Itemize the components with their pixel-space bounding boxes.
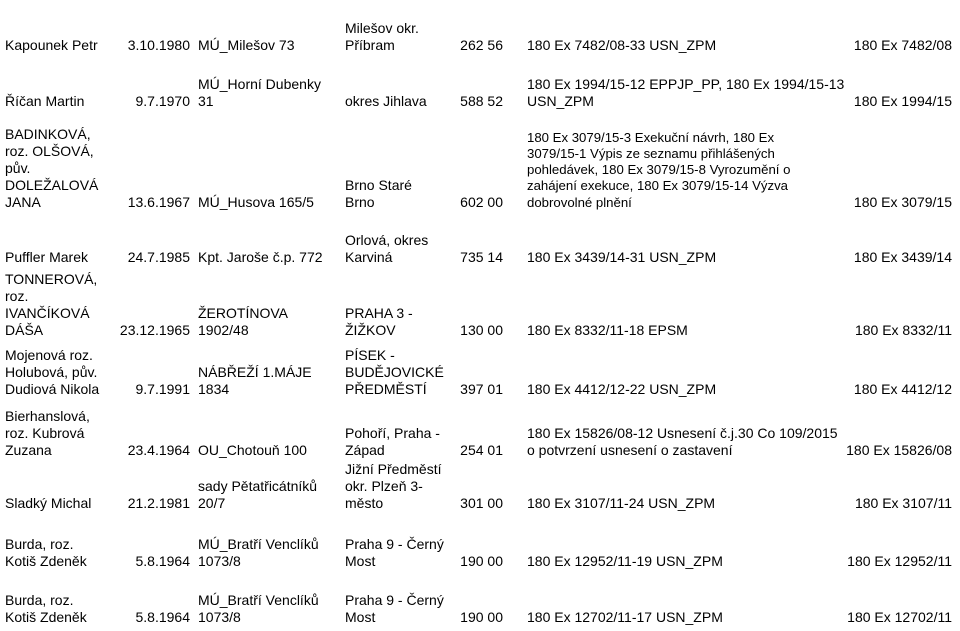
cell-city: okres Jihlava (345, 93, 427, 109)
cell-ref: 180 Ex 3439/14-31 USN_ZPM (527, 249, 717, 265)
cell-addr: Kpt. Jaroše č.p. 772 (198, 249, 323, 265)
cell-name: Puffler Marek (5, 249, 88, 265)
cell-case: 180 Ex 15826/08 (846, 442, 952, 458)
cell-ref: 180 Ex 3107/11-24 USN_ZPM (527, 495, 716, 511)
table-row (0, 119, 960, 213)
cell-zip: 254 01 (460, 442, 503, 458)
table-row (0, 218, 960, 268)
cell-ref: 180 Ex 12702/11-17 USN_ZPM (527, 609, 723, 625)
cell-name: Burda, roz. Kotiš Zdeněk (5, 536, 87, 569)
cell-date: 23.12.1965 (119, 322, 190, 338)
cell-ref: 180 Ex 1994/15-12 EPPJP_PP, 180 Ex 1994/15-13 USN_ZPM (527, 76, 845, 109)
cell-name: Říčan Martin (5, 93, 85, 109)
cell-date: 5.8.1964 (135, 553, 190, 569)
table-row (0, 584, 960, 628)
cell-case: 180 Ex 8332/11 (854, 322, 952, 338)
cell-city: PÍSEK - BUDĚJOVICKÉ PŘEDMĚSTÍ (345, 347, 444, 397)
cell-zip: 301 00 (460, 495, 503, 511)
cell-city: Praha 9 - Černý Most (345, 592, 444, 625)
cell-zip: 735 14 (460, 249, 503, 265)
cell-case: 180 Ex 12952/11 (847, 553, 952, 569)
cell-ref: 180 Ex 7482/08-33 USN_ZPM (527, 37, 717, 53)
cell-zip: 602 00 (460, 194, 503, 210)
cell-city: Milešov okr. Příbram (345, 20, 419, 53)
cell-zip: 397 01 (460, 381, 503, 397)
cell-city: Brno Staré Brno (345, 177, 412, 210)
cell-case: 180 Ex 3439/14 (853, 249, 952, 265)
cell-addr: sady Pětatřicátníků 20/7 (198, 478, 318, 511)
cell-addr: NÁBŘEŽÍ 1.MÁJE 1834 (198, 364, 312, 397)
cell-zip: 262 56 (460, 37, 503, 53)
table-row (0, 67, 960, 112)
table-row (0, 405, 960, 461)
cell-zip: 190 00 (460, 609, 503, 625)
cell-name: Burda, roz. Kotiš Zdeněk (5, 592, 87, 625)
cell-date: 5.8.1964 (135, 609, 190, 625)
cell-name: TONNEROVÁ, roz. IVANČÍKOVÁ DÁŠA (5, 271, 98, 338)
cell-city: PRAHA 3 - ŽIŽKOV (345, 305, 413, 338)
cell-addr: MÚ_Husova 165/5 (198, 194, 314, 210)
cell-city: Pohoří, Praha - Západ (345, 425, 440, 458)
cell-date: 3.10.1980 (127, 37, 190, 53)
cell-zip: 588 52 (460, 93, 503, 109)
table-row (0, 461, 960, 514)
cell-name: Mojenová roz. Holubová, pův. Dudiová Nikola (5, 347, 100, 397)
cell-zip: 130 00 (460, 322, 503, 338)
cell-case: 180 Ex 7482/08 (853, 37, 952, 53)
cell-date: 21.2.1981 (127, 495, 190, 511)
cell-addr: OU_Chotouň 100 (198, 442, 307, 458)
cell-name: Sladký Michal (5, 495, 92, 511)
cell-case: 180 Ex 3079/15 (853, 194, 952, 210)
cell-ref: 180 Ex 8332/11-18 EPSM (527, 322, 688, 338)
cell-city: Orlová, okres Karviná (345, 232, 429, 265)
cell-addr: ŽEROTÍNOVA 1902/48 (198, 305, 288, 338)
cell-ref: 180 Ex 3079/15-3 Exekuční návrh, 180 Ex 3079/15-1 Výpis ze seznamu přihlášených pohledávek, 180 Ex 3079/15-8 Vyrozumění o zahájení exekuce, 180 Ex 3079/15-14 Výzva dobrovolné plnění (527, 129, 791, 210)
cell-ref: 180 Ex 4412/12-22 USN_ZPM (527, 381, 717, 397)
cell-ref: 180 Ex 12952/11-19 USN_ZPM (527, 553, 723, 569)
cell-name: Kapounek Petr (5, 37, 98, 53)
cell-date: 23.4.1964 (127, 442, 190, 458)
cell-case: 180 Ex 12702/11 (847, 609, 952, 625)
cell-addr: MÚ_Horní Dubenky 31 (198, 76, 321, 109)
cell-case: 180 Ex 1994/15 (853, 93, 952, 109)
cell-name: Bierhanslová, roz. Kubrová Zuzana (5, 408, 90, 458)
cell-addr: MÚ_Bratří Venclíků 1073/8 (198, 592, 319, 625)
cell-name: BADINKOVÁ, roz. OLŠOVÁ, pův. DOLEŽALOVÁ JANA (5, 126, 99, 210)
cell-addr: MÚ_Milešov 73 (198, 37, 295, 53)
table-row (0, 347, 960, 400)
table-row (0, 271, 960, 341)
cell-zip: 190 00 (460, 553, 503, 569)
cell-city: Praha 9 - Černý Most (345, 536, 444, 569)
cell-ref: 180 Ex 15826/08-12 Usnesení č.j.30 Co 109/2015 o potvrzení usnesení o zastavení (527, 425, 838, 458)
cell-case: 180 Ex 3107/11 (854, 495, 952, 511)
cell-case: 180 Ex 4412/12 (853, 381, 952, 397)
cell-date: 13.6.1967 (127, 194, 190, 210)
cell-city: Jižní Předměstí okr. Plzeň 3- město (345, 461, 442, 511)
cell-addr: MÚ_Bratří Venclíků 1073/8 (198, 536, 319, 569)
cell-date: 24.7.1985 (127, 249, 190, 265)
cell-date: 9.7.1970 (135, 93, 190, 109)
cell-date: 9.7.1991 (135, 381, 190, 397)
table-row (0, 0, 960, 56)
table-row (0, 524, 960, 572)
